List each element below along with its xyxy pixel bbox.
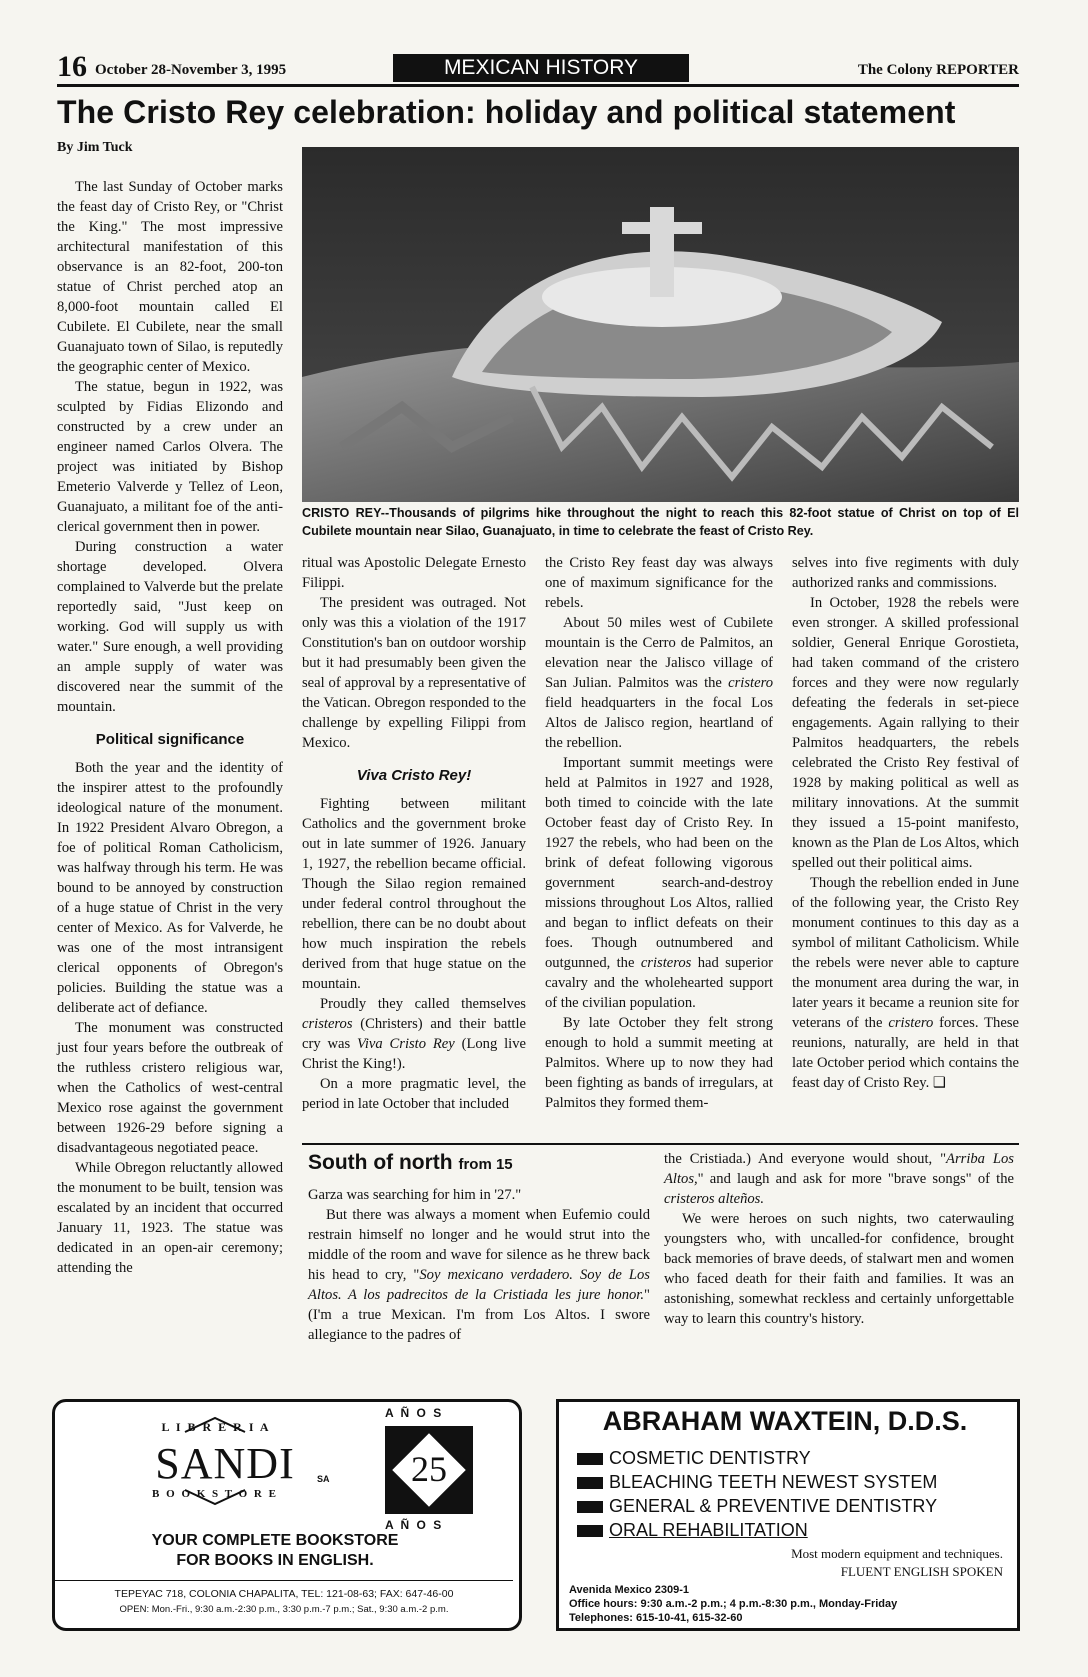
paragraph (545, 753, 773, 1013)
paragraph: The statue, begun in 1922, was sculpted by Fidias Elizondo and constructed by a crew under an engineer named Carlos Olvera. The project was initiated by Bishop Emeterio Valverde y Tellez of Leon, Guanajuato, a militant foe of the anti-clerical government then in power. (57, 379, 283, 535)
text-run: the Cristiada.) And everyone would shout, " (664, 1151, 947, 1167)
paragraph: The monument was constructed just four years before the outbreak of the ruthless cristero religious war, when the Catholics of west-central Mexico rose against the government between 1926-29 before signing a disadvantageous negotiated peace. (57, 1020, 283, 1156)
sandi-sa: SA (317, 1474, 330, 1484)
badge-years: 25 (411, 1449, 447, 1489)
paragraph: Fighting between militant Catholics and the government broke out in late summer of 1926. January 1, 1927, the rebellion became official. Though the Silao region remained under federal control throughout the rebellion, there can be no doubt about how much inspiration the rebels derived from that huge statue on the mountain. (302, 796, 526, 992)
text-run: Though the rebellion ended in June of the following year, the Cristo Rey monument continues to this day as a symbol of militant Catholicism. While the rebels were never able to capture the monument area during the war, in later years it became a reunion site for veterans of the (792, 875, 1019, 1031)
cristo-rey-monument-photo (302, 147, 1019, 502)
jump-title (308, 1151, 513, 1175)
service-item (577, 1446, 997, 1470)
headline: The Cristo Rey celebration: holiday and political statement (57, 94, 956, 130)
text-run: Important summit meetings were held at Palmitos in 1927 and 1928, both timed to coincide with the late October feast day of Cristo Rey. In 1927 the rebels, who had been on the brink of defeat following vigorous government search-and-destroy missions throughout Los Altos, rallied and began to inflict defeats on their foes. Though outnumbered and outgunned, the (545, 755, 773, 971)
bullet-icon (577, 1525, 603, 1537)
sandi-tagline-2: FOR BOOKS IN ENGLISH. (176, 1552, 374, 1569)
photo-caption: CRISTO REY--Thousands of pilgrims hike throughout the night to reach this 82-foot statue of Christ on top of El Cubilete mountain near Silao, Guanajuato, in time to celebrate the feast of Cristo Rey. (302, 506, 1019, 538)
page-number: 16 (57, 50, 87, 83)
bullet-icon (577, 1501, 603, 1513)
sandi-hours: OPEN: Mon.-Fri., 9:30 a.m.-2:30 p.m., 3:30 p.m.-7 p.m.; Sat., 9:30 a.m.-2 p.m. (119, 1604, 449, 1615)
paragraph: Garza was searching for him in '27." (308, 1187, 522, 1203)
dentist-hours: Office hours: 9:30 a.m.-2 p.m.; 4 p.m.-8:30 p.m., Monday-Friday (569, 1598, 898, 1610)
dentist-note-2: FLUENT ENGLISH SPOKEN (840, 1564, 1003, 1579)
paragraph (545, 613, 773, 753)
service-item (577, 1518, 997, 1542)
sandi-rule (55, 1580, 513, 1581)
jump-column-right (664, 1149, 1014, 1329)
issue-date: October 28-November 3, 1995 (95, 62, 287, 78)
text-run: cristeros (302, 1016, 353, 1032)
paragraph: On a more pragmatic level, the period in late October that included (302, 1076, 526, 1112)
dentist-note-1: Most modern equipment and techniques. (791, 1546, 1003, 1561)
dentist-phones: Telephones: 615-10-41, 615-32-60 (569, 1612, 743, 1624)
service-label: COSMETIC DENTISTRY (609, 1448, 811, 1468)
text-run: cristeros alteños. (664, 1191, 764, 1207)
service-label: BLEACHING TEETH NEWEST SYSTEM (609, 1472, 938, 1492)
paragraph: Both the year and the identity of the inspirer attest to the profoundly ideological nature of the monument. In 1922 President Alvaro Obregon, a foe of political Roman Catholicism, was halfway through his term. He was bound to be annoyed by construction of a huge statue of Christ in the very center of Mexico. As for Valverde, he was one of the most intransigent clerical opponents of Obregon's policies. Building the statue was a deliberate act of defiance. (57, 760, 283, 1016)
anniversary-badge (385, 1426, 473, 1514)
text-run: had superior cavalry and the wholehearted support of the civilian population. (545, 955, 773, 1011)
bullet-icon (577, 1453, 603, 1465)
paragraph: the Cristo Rey feast day was always one of maximum significance for the rebels. (545, 555, 773, 611)
subheading: Viva Cristo Rey! (356, 767, 472, 784)
paragraph (792, 873, 1019, 1093)
text-run: " and laugh and ask for more "brave songs" of the (697, 1171, 1014, 1187)
service-label: GENERAL & PREVENTIVE DENTISTRY (609, 1496, 938, 1516)
text-run: cristero (888, 1015, 934, 1031)
article-column-3 (545, 553, 773, 1113)
paragraph (308, 1205, 650, 1345)
article-column-4 (792, 553, 1019, 1093)
header-rule (57, 84, 1019, 87)
service-item (577, 1494, 997, 1518)
text-run: " (I'm a true Mexican. I'm from Los Altos. I swore allegiance to the padres of (308, 1287, 650, 1343)
jump-from: from 15 (458, 1156, 513, 1173)
text-run: field headquarters in the focal Los Altos de Jalisco region, heartland of the rebellion. (545, 695, 773, 751)
jump-box (302, 1143, 1019, 1393)
byline: By Jim Tuck (57, 140, 133, 155)
anos-top: A Ñ O S (385, 1406, 444, 1420)
sandi-address: TEPEYAC 718, COLONIA CHAPALITA, TEL: 121-08-63; FAX: 647-46-00 (114, 1588, 454, 1600)
jump-column-left (308, 1185, 650, 1345)
jump-headline: South of north (308, 1151, 453, 1174)
text-run: cristero (728, 675, 773, 691)
service-item (577, 1470, 997, 1494)
sandi-libreria: L I B R E R I A (161, 1420, 271, 1434)
text-run: Viva Cristo Rey (357, 1036, 455, 1052)
dentist-name: ABRAHAM WAXTEIN, D.D.S. (602, 1406, 968, 1436)
dentist-address: Avenida Mexico 2309-1 (569, 1584, 690, 1596)
end-mark: ❑ (932, 1075, 947, 1091)
paragraph: In October, 1928 the rebels were even stronger. A skilled professional soldier, General Enrique Gorostieta, had taken command of the cristero forces and they were now regularly defeating the federals in set-piece engagements. Again rallying to their Palmitos headquarters, the rebels celebrated the Cristo Rey festival of 1928 by making political as well as military innovations. At the summit they issued a 15-point manifesto, known as the Plan de Los Altos, which spelled out their political aims. (792, 595, 1019, 871)
bullet-icon (577, 1477, 603, 1489)
sandi-logo: SANDI (155, 1439, 295, 1488)
text-run: cristeros (640, 955, 692, 971)
subheading: Political significance (95, 731, 245, 748)
section-title: MEXICAN HISTORY (443, 56, 639, 79)
sandi-bookstore: B O O K S T O R E (152, 1488, 278, 1500)
ad-dentist (556, 1399, 1020, 1631)
ad-sandi (52, 1399, 522, 1631)
text-run: forces. These reunions, naturally, are held in that late October period which contains the feast day of Cristo Rey. (792, 1015, 1019, 1091)
publication-name: The Colony REPORTER (857, 62, 1019, 78)
text-run: Proudly they called themselves (320, 996, 526, 1012)
photo (302, 147, 1019, 502)
paragraph: While Obregon reluctantly allowed the monument to be built, tension was escalated by an incident that occurred January 11, 1923. The statue was dedicated in an open-air ceremony; attending the (57, 1160, 283, 1276)
paragraph: By late October they felt strong enough to hold a summit meeting at Palmitos. Where up to now they had been fighting as bands of irregulars, at Palmitos they formed them- (545, 1015, 773, 1111)
paragraph: The last Sunday of October marks the feast day of Cristo Rey, or "Christ the King." The most impressive architectural manifestation of this observance is an 82-foot, 200-ton statue of Christ perched atop an 8,000-foot mountain called El Cubilete. El Cubilete, near the small Guanajuato town of Silao, is reputedly the geographic center of Mexico. (57, 179, 283, 375)
text-run: (Christers) and their battle cry was (302, 1016, 526, 1052)
paragraph: selves into five regiments with duly authorized ranks and commissions. (792, 555, 1019, 591)
paragraph: We were heroes on such nights, two caterwauling youngsters who, with uncalled-for confidence, brought back memories of brave deeds, of stalwart men and women who faced death for their faith and families. It was an astonishing, somewhat reckless and certainly unforgettable way to learn this country's history. (664, 1211, 1014, 1327)
sandi-tagline-1: YOUR COMPLETE BOOKSTORE (151, 1532, 399, 1549)
paragraph (664, 1149, 1014, 1209)
article-column-1 (57, 177, 283, 1278)
article-column-2 (302, 553, 526, 1114)
service-label: ORAL REHABILITATION (609, 1520, 808, 1540)
text-run: But there was always a moment when Eufemio could restrain himself no longer and he would strut into the middle of the room and wave for silence as he threw back his head to cry, " (308, 1207, 650, 1283)
text-run: About 50 miles west of Cubilete mountain is the Cerro de Palmitos, an elevation near the Jalisco village of San Julian. Palmitos was the (545, 615, 773, 691)
text-run: Arriba Los Altos, (664, 1151, 1014, 1187)
paragraph (302, 994, 526, 1074)
dentist-services (577, 1446, 997, 1542)
text-run: Soy mexicano verdadero. Soy de Los Altos. A los padrecitos de la Cristiada les jure honor. (308, 1267, 650, 1303)
section-banner (393, 54, 689, 82)
paragraph: During construction a water shortage developed. Olvera complained to Valverde but the prelate reportedly said, "Just keep on working. God will supply us with water." Sure enough, a well providing an ample supply of water was discovered near the summit of the mountain. (57, 539, 283, 715)
paragraph: ritual was Apostolic Delegate Ernesto Filippi. (302, 555, 526, 591)
anos-bottom: A Ñ O S (385, 1518, 444, 1532)
page-header (57, 50, 1019, 86)
paragraph: The president was outraged. Not only was this a violation of the 1917 Constitution's ban on outdoor worship but it had presumably been given the seal of approval by a representative of the Vatican. Obregon responded to the challenge by expelling Filippi from Mexico. (302, 595, 526, 751)
text-run: (Long live Christ the King!). (302, 1036, 526, 1072)
